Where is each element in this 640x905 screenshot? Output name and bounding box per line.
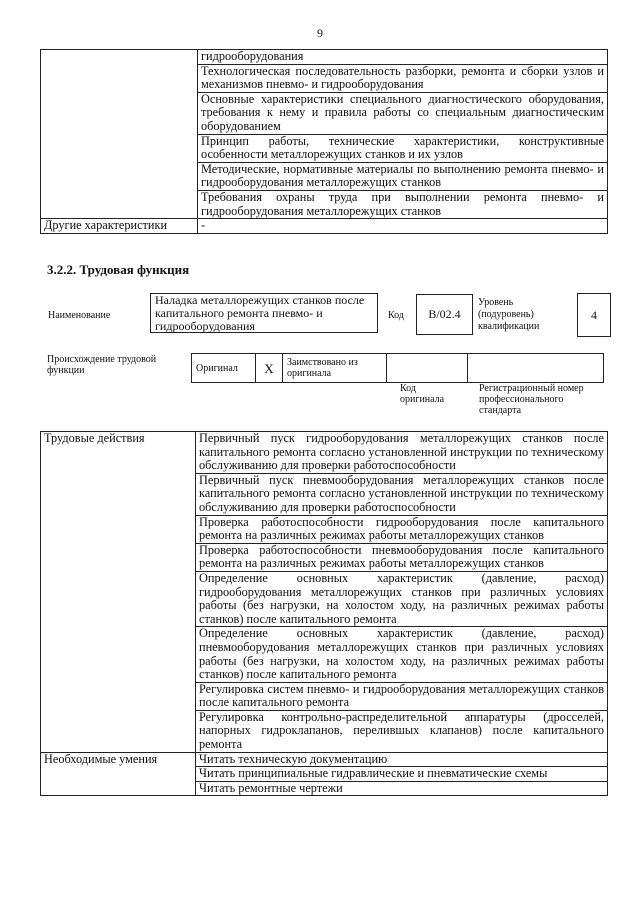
table-cell: Определение основных характеристик (давление, расход) гидрооборудования металлорежущих станков при различных условиях работы (без нагрузки, на холостом ходу, на различных режимах работы станков) после капитального ремонта: [196, 571, 608, 626]
code-original-label: Код оригинала: [400, 383, 445, 405]
table-row: [41, 432, 608, 474]
table-cell: Первичный пуск гидрооборудования металлорежущих станков после капитального ремонта согласно установленной инструкции по техническому обслуживанию для проверки работоспособности: [196, 432, 608, 474]
table-cell: Регулировка систем пневмо- и гидрооборудования металлорежущих станков после капитального ремонта: [196, 682, 608, 710]
code-original-cell: [387, 354, 468, 383]
table-cell-empty: [41, 50, 198, 219]
labor-actions-label: Трудовые действия: [41, 432, 196, 753]
table-cell: Читать ремонтные чертежи: [196, 781, 608, 796]
table-cell: Читать техническую документацию: [196, 752, 608, 767]
code-value-box: В/02.4: [416, 294, 473, 335]
table-cell: Технологическая последовательность разборки, ремонта и сборки узлов и механизмов пневмо- и гидрооборудования: [198, 64, 608, 92]
table-cell: Основные характеристики специального диагностического оборудования, требования к нему и правила работы со специальным диагностическим оборудованием: [198, 92, 608, 134]
table-cell: Требования охраны труда при выполнении ремонта пневмо- и гидрооборудования металлорежущих станков: [198, 190, 608, 218]
table-cell: Читать принципиальные гидравлические и пневматические схемы: [196, 767, 608, 782]
borrowed-label: Заимствовано из оригинала: [283, 354, 387, 383]
section-heading: 3.2.2. Трудовая функция: [47, 262, 190, 277]
table-cell: Проверка работоспособности гидрооборудования после капитального ремонта на различных режимах работы металлорежущих станков: [196, 515, 608, 543]
other-characteristics-value: -: [198, 219, 608, 234]
table-cell: Методические, нормативные материалы по выполнению ремонта пневмо- и гидрооборудования металлорежущих станков: [198, 162, 608, 190]
table-cell: гидрооборудования: [198, 50, 608, 65]
table-row: [41, 752, 608, 767]
actions-table: [40, 431, 608, 796]
original-label: Оригинал: [192, 354, 256, 383]
required-skills-label: Необходимые умения: [41, 752, 196, 796]
reg-number-cell: [468, 354, 604, 383]
table-cell: Принцип работы, технические характеристики, конструктивные особенности металлорежущих станков и их узлов: [198, 134, 608, 162]
table-row: [41, 219, 608, 234]
knowledge-table: [40, 49, 608, 234]
table-cell: Проверка работоспособности пневмооборудования после капитального ремонта на различных режимах работы металлорежущих станков: [196, 543, 608, 571]
table-row: [192, 354, 604, 383]
reg-number-label: Регистрационный номер профессионального стандарта: [479, 383, 584, 416]
page-number: 9: [317, 26, 323, 40]
original-mark: X: [256, 354, 283, 383]
table-row: [41, 50, 608, 65]
other-characteristics-label: Другие характеристики: [41, 219, 198, 234]
table-cell: Первичный пуск пневмооборудования металлорежущих станков после капитального ремонта согласно установленной инструкции по техническому обслуживанию для проверки работоспособности: [196, 473, 608, 515]
qualification-level-label: Уровень (подуровень) квалификации: [478, 297, 540, 332]
qualification-level-box: 4: [577, 293, 611, 337]
function-name-box: Наладка металлорежущих станков после капитального ремонта пневмо- и гидрооборудования: [150, 293, 378, 333]
origin-table: [191, 353, 604, 383]
origin-label: Происхождение трудовой функции: [47, 354, 157, 376]
code-label: Код: [388, 310, 404, 321]
table-cell: Определение основных характеристик (давление, расход) пневмооборудования металлорежущих станков при различных условиях работы (без нагрузки, на холостом ходу, на различных режимах работы станков) после капитального ремонта: [196, 627, 608, 682]
table-cell: Регулировка контрольно-распределительной аппаратуры (дросселей, напорных гидроклапанов, перелившых клапанов) после капитального ремонта: [196, 710, 608, 752]
name-label: Наименование: [48, 310, 111, 321]
